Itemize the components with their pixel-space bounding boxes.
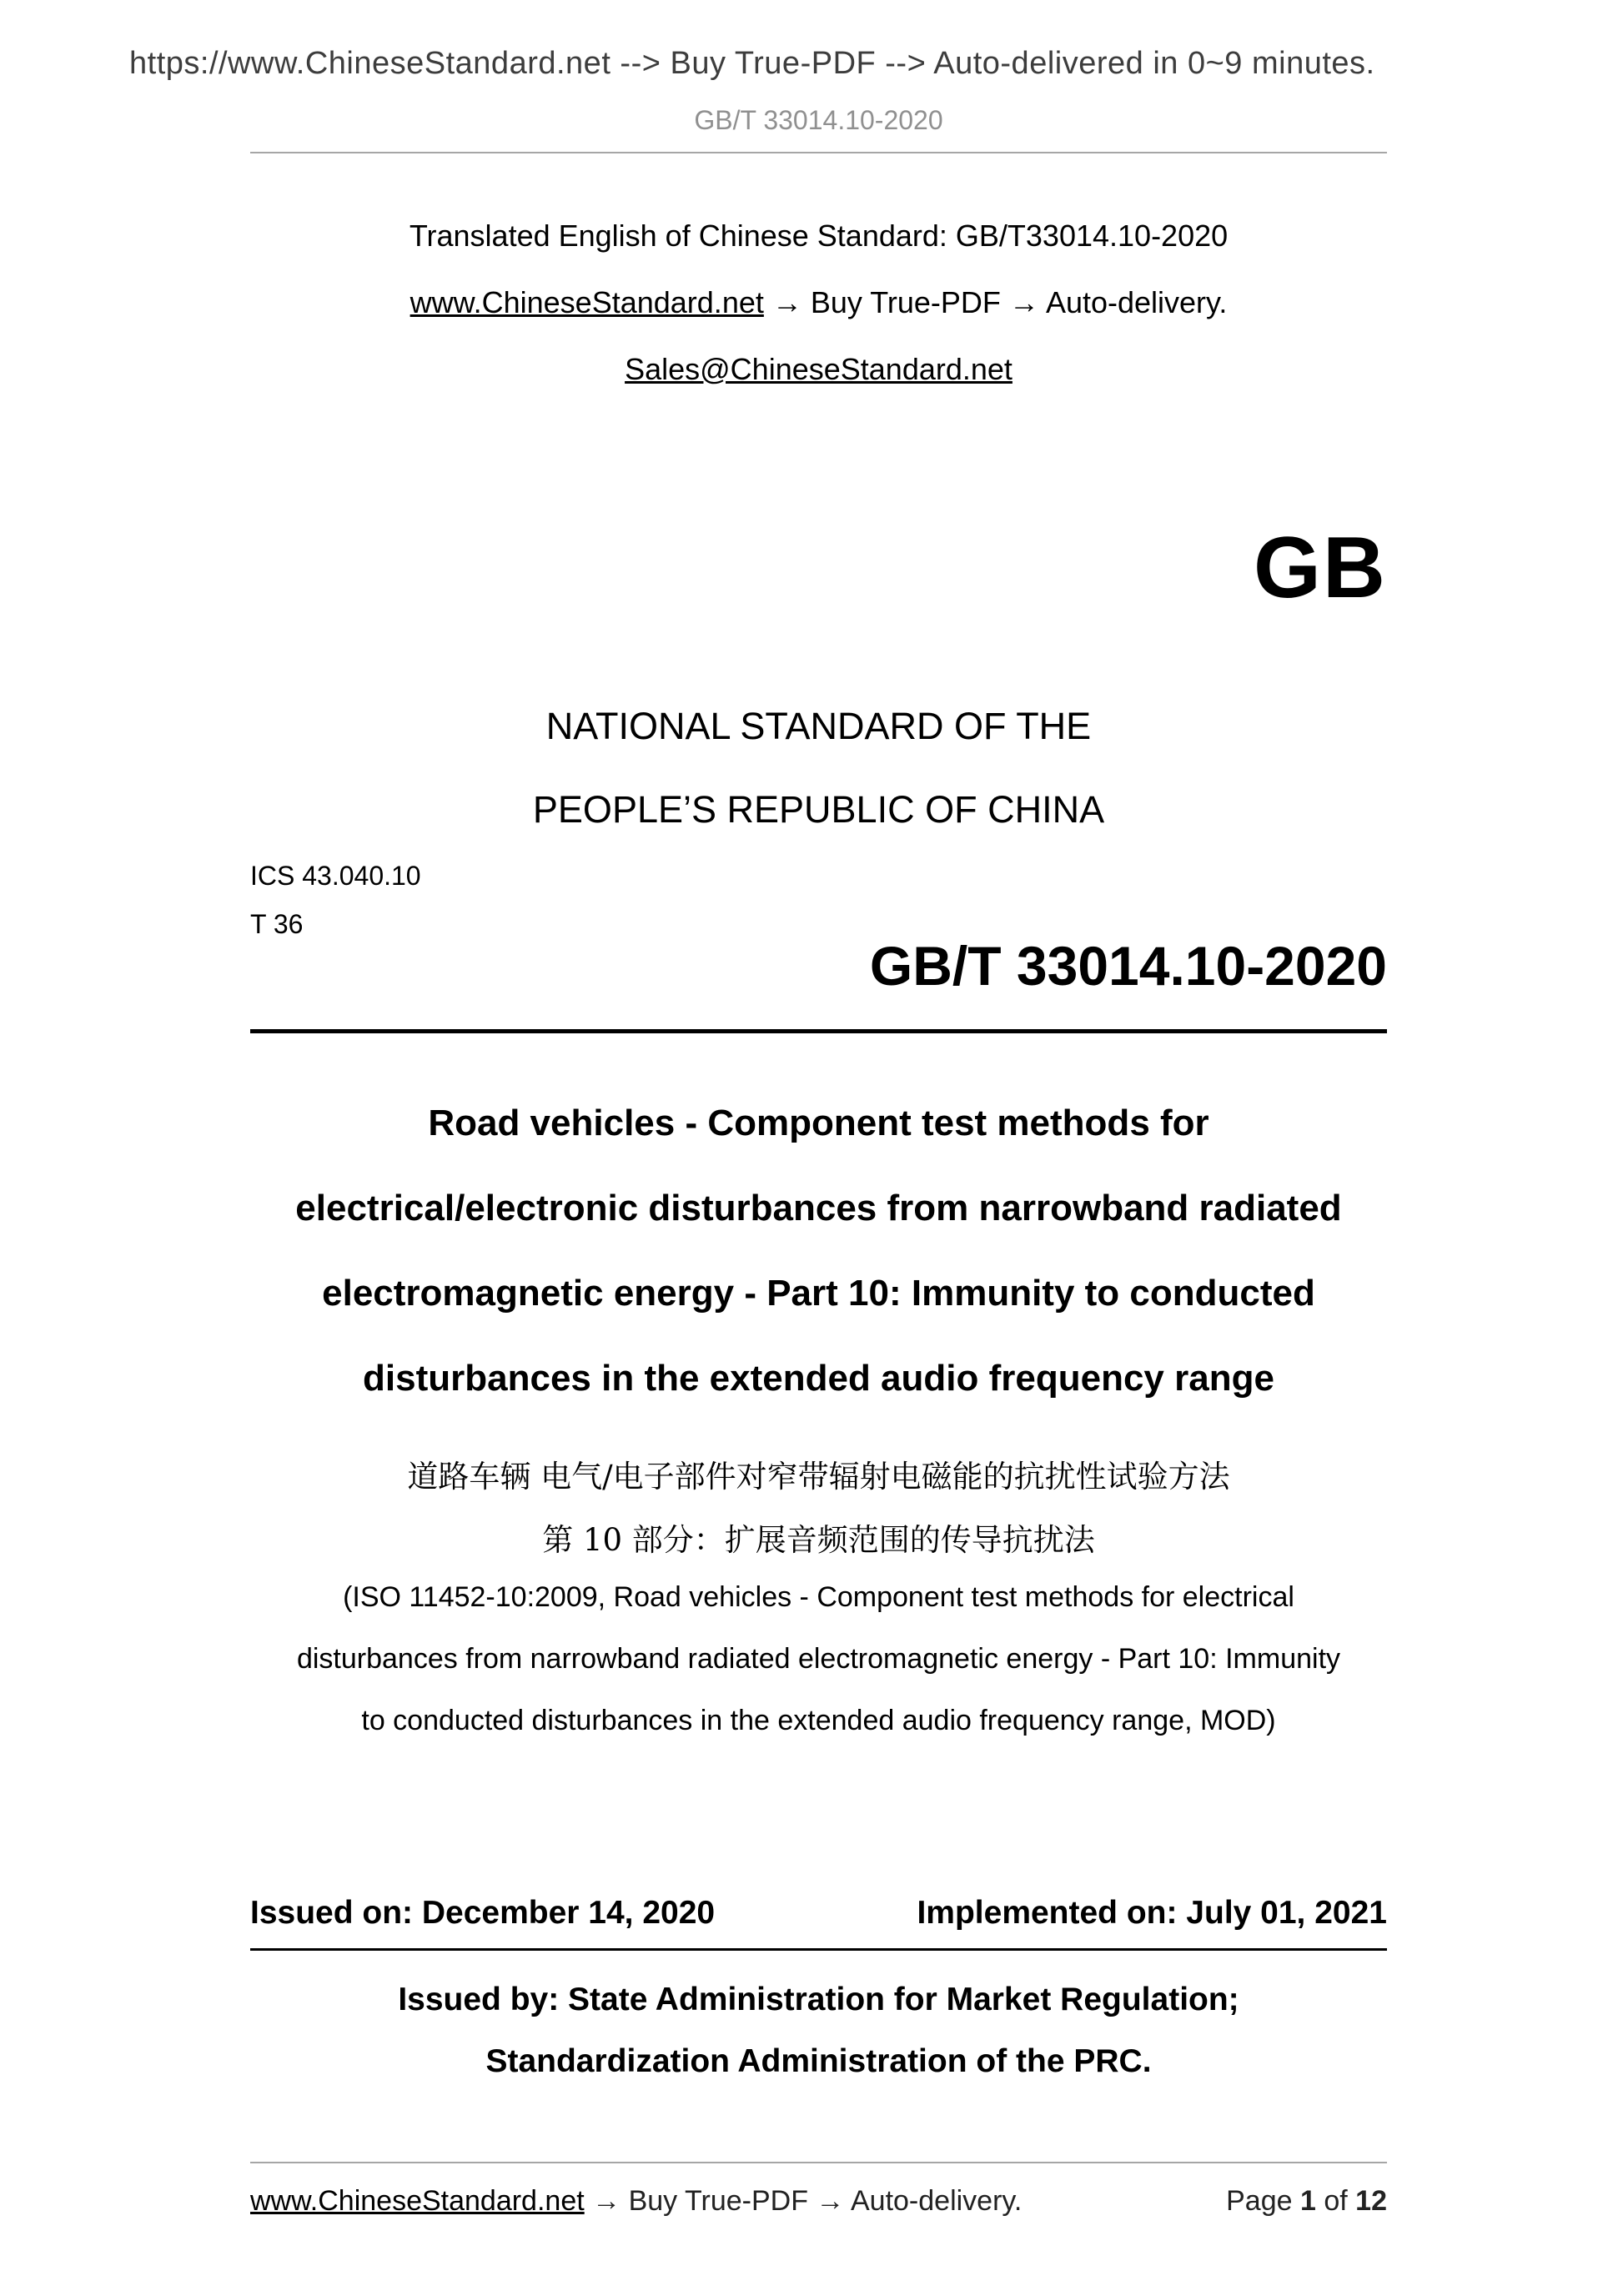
standard-code: GB/T 33014.10-2020 bbox=[869, 935, 1387, 997]
www-chinesestandard-link[interactable]: www.ChineseStandard.net bbox=[410, 285, 764, 319]
title-divider bbox=[250, 1029, 1387, 1033]
page-indicator bbox=[1226, 2185, 1387, 2218]
buy-line bbox=[250, 285, 1387, 320]
doc-title-zh-line-2: 第 10 部分：扩展音频范围的传导抗扰法 bbox=[542, 1522, 1095, 1558]
issued-by-line-2: Standardization Administration of the PRC. bbox=[485, 2043, 1152, 2079]
issue-dates-row bbox=[250, 1895, 1387, 1932]
issued-by-line-1: Issued by: State Administration for Market Regulation; bbox=[398, 1982, 1239, 2017]
implemented-on-label: Implemented on: July 01, 2021 bbox=[917, 1895, 1387, 1931]
iso-reference-line-2: disturbances from narrowband radiated electromagnetic energy - Part 10: Immunity bbox=[296, 1643, 1341, 1675]
gb-logo: GB bbox=[1254, 520, 1387, 616]
doc-title-en-line-1: Road vehicles - Component test methods for bbox=[428, 1103, 1209, 1143]
footer-www-link[interactable]: www.ChineseStandard.net bbox=[250, 2185, 585, 2217]
sales-email-line bbox=[250, 352, 1387, 387]
footer-link-line bbox=[250, 2185, 1022, 2218]
t-classification: T 36 bbox=[250, 909, 304, 939]
translated-line: Translated English of Chinese Standard: GB/T33014.10-2020 bbox=[409, 219, 1229, 253]
issued-on-label: Issued on: December 14, 2020 bbox=[250, 1895, 716, 1931]
national-standard-line-2: PEOPLE’S REPUBLIC OF CHINA bbox=[532, 788, 1105, 831]
header-doc-code: GB/T 33014.10-2020 bbox=[694, 105, 943, 135]
page-label: Page bbox=[1226, 2185, 1293, 2217]
footer-divider bbox=[250, 2162, 1387, 2163]
header-url-line: https://www.ChineseStandard.net --> Buy True-PDF --> Auto-delivered in 0~9 minutes. bbox=[129, 46, 1375, 81]
buy-line-rest: → Buy True-PDF → Auto-delivery. bbox=[763, 285, 1228, 319]
ics-code: ICS 43.040.10 bbox=[250, 861, 421, 891]
iso-reference-line-3: to conducted disturbances in the extended audio frequency range, MOD) bbox=[361, 1705, 1276, 1736]
doc-title-en-line-3: electromagnetic energy - Part 10: Immunity to conducted bbox=[322, 1273, 1315, 1314]
doc-title-zh-line-1: 道路车辆 电气/电子部件对窄带辐射电磁能的抗扰性试验方法 bbox=[407, 1459, 1230, 1495]
footer-rest: → Buy True-PDF → Auto-delivery. bbox=[584, 2185, 1023, 2217]
doc-title-en-line-2: electrical/electronic disturbances from narrowband radiated bbox=[295, 1188, 1342, 1228]
page-number: 1 bbox=[1299, 2185, 1316, 2217]
issue-divider bbox=[250, 1948, 1387, 1951]
doc-title-en-line-4: disturbances in the extended audio frequency range bbox=[363, 1358, 1274, 1399]
of-label: of bbox=[1324, 2185, 1348, 2217]
page-total: 12 bbox=[1355, 2185, 1387, 2217]
iso-reference-line-1: (ISO 11452-10:2009, Road vehicles - Component test methods for electrical bbox=[343, 1581, 1294, 1613]
sales-email-link[interactable]: Sales@ChineseStandard.net bbox=[625, 352, 1012, 386]
footer-row bbox=[250, 2185, 1387, 2218]
header-divider bbox=[250, 152, 1387, 153]
national-standard-line-1: NATIONAL STANDARD OF THE bbox=[545, 705, 1092, 747]
